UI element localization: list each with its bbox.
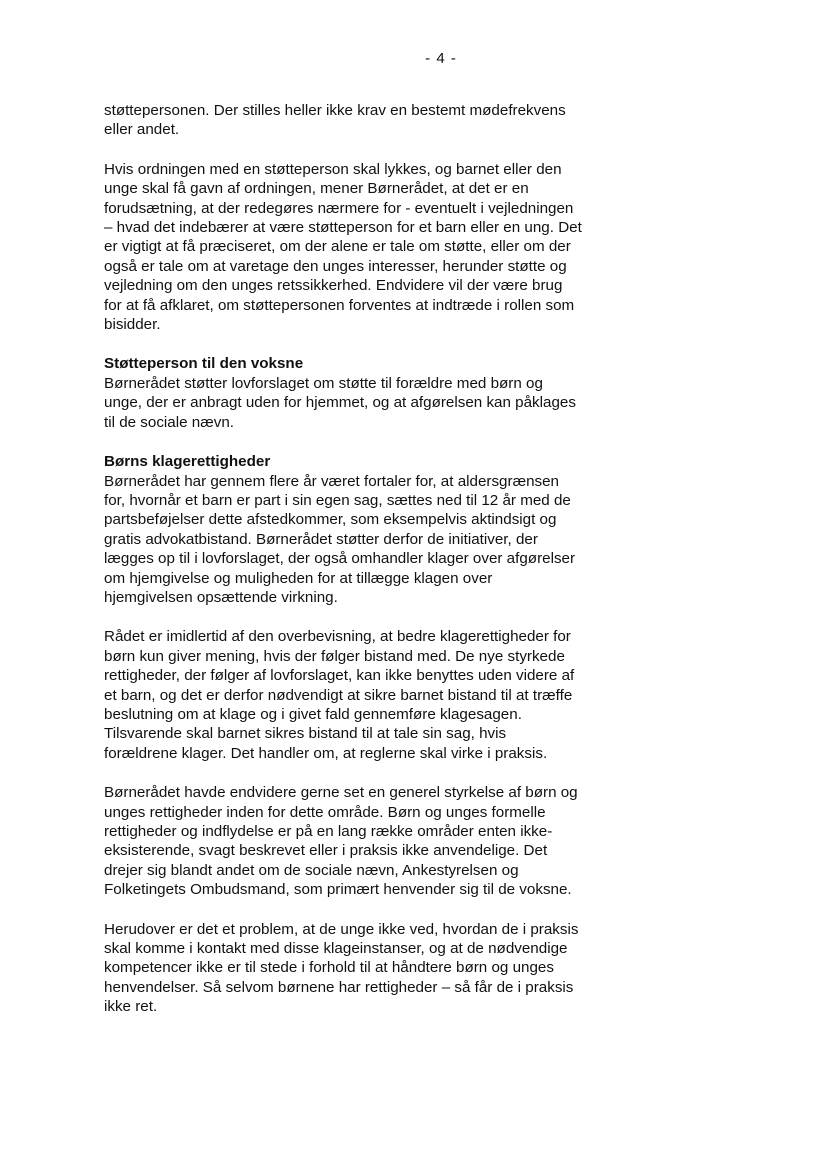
text-line: rettigheder, der følger af lovforslaget, kan ikke benyttes uden videre af — [104, 667, 575, 685]
text-line: drejer sig blandt andet om de sociale nævn, Ankestyrelsen og — [104, 861, 519, 879]
paragraph — [104, 920, 644, 1017]
text-line: – hvad det indebærer at være støtteperson for et barn eller en ung. Det — [104, 219, 582, 237]
paragraph — [104, 354, 644, 432]
text-line: Rådet er imidlertid af den overbevisning, at bedre klagerettigheder for — [104, 628, 571, 646]
text-line: Herudover er det et problem, at de unge ikke ved, hvordan de i praksis — [104, 920, 579, 938]
text-line: for, hvornår et barn er part i sin egen sag, sættes ned til 12 år med de — [104, 491, 571, 509]
text-line: for at få afklaret, om støttepersonen forventes at indtræde i rollen som — [104, 296, 575, 314]
text-line: Tilsvarende skal barnet sikres bistand til at tale sin sag, hvis — [104, 725, 507, 743]
text-line: også er tale om at varetage den unges interesser, herunder støtte og — [104, 257, 567, 275]
paragraph — [104, 452, 644, 607]
text-line: gratis advokatbistand. Børnerådet støtter derfor de initiativer, der — [104, 530, 538, 548]
text-line: beslutning om at klage og i givet fald gennemføre klagesagen. — [104, 705, 522, 723]
page-number: - 4 - — [425, 50, 457, 67]
text-line: lægges op til i lovforslaget, der også omhandler klager over afgørelser — [104, 550, 576, 568]
text-line: eksisterende, svagt beskrevet eller i praksis ikke anvendelige. Det — [104, 842, 548, 860]
text-line: om hjemgivelse og muligheden for at tillægge klagen over — [104, 569, 493, 587]
text-line: et barn, og det er derfor nødvendigt at sikre barnet bistand til at træffe — [104, 686, 573, 704]
text-line: Børnerådet havde endvidere gerne set en generel styrkelse af børn og — [104, 784, 578, 802]
text-line: unge, der er anbragt uden for hjemmet, og at afgørelsen kan påklages — [104, 394, 576, 412]
paragraph-gap — [104, 900, 644, 920]
text-line: eller andet. — [104, 121, 180, 139]
text-line: ikke ret. — [104, 998, 158, 1016]
paragraph-gap — [104, 607, 644, 627]
text-line: Folketingets Ombudsmand, som primært henvender sig til de voksne. — [104, 881, 572, 899]
document-body — [104, 101, 644, 1017]
text-line: skal komme i kontakt med disse klageinstanser, og at de nødvendige — [104, 940, 568, 958]
section-heading: Børns klagerettigheder — [104, 453, 271, 471]
text-line: er vigtigt at få præciseret, om der alene er tale om støtte, eller om der — [104, 238, 571, 256]
text-line: hjemgivelsen opsættende virkning. — [104, 588, 338, 606]
paragraph — [104, 160, 644, 335]
text-line: unge skal få gavn af ordningen, mener Børnerådet, at det er en — [104, 180, 529, 198]
text-line: børn kun giver mening, hvis der følger bistand med. De nye styrkede — [104, 647, 565, 665]
paragraph-gap — [104, 140, 644, 160]
paragraph — [104, 627, 644, 763]
paragraph-gap — [104, 763, 644, 783]
text-line: forældrene klager. Det handler om, at reglerne skal virke i praksis. — [104, 744, 548, 762]
text-line: Børnerådet har gennem flere år været fortaler for, at aldersgrænsen — [104, 472, 560, 490]
text-line: henvendelser. Så selvom børnene har rettigheder – så får de i praksis — [104, 978, 574, 996]
text-line: Hvis ordningen med en støtteperson skal lykkes, og barnet eller den — [104, 160, 562, 178]
text-line: bisidder. — [104, 316, 161, 334]
text-line: støttepersonen. Der stilles heller ikke krav en bestemt mødefrekvens — [104, 102, 566, 119]
paragraph-gap — [104, 432, 644, 452]
text-line: forudsætning, at der redegøres nærmere for - eventuelt i vejledningen — [104, 199, 574, 217]
text-line: partsbeføjelser dette afstedkommer, som eksempelvis aktindsigt og — [104, 511, 557, 529]
text-line: Børnerådet støtter lovforslaget om støtte til forældre med børn og — [104, 374, 543, 392]
text-line: unges rettigheder inden for dette område. Børn og unges formelle — [104, 803, 546, 821]
text-line: kompetencer ikke er til stede i forhold til at håndtere børn og unges — [104, 959, 554, 977]
paragraph-gap — [104, 334, 644, 354]
text-line: vejledning om den unges retssikkerhed. Endvidere vil der være brug — [104, 277, 563, 295]
section-heading: Støtteperson til den voksne — [104, 355, 304, 373]
paragraph — [104, 783, 644, 899]
text-line: til de sociale nævn. — [104, 413, 235, 431]
paragraph — [104, 101, 644, 140]
text-line: rettigheder og indflydelse er på en lang række områder enten ikke- — [104, 823, 553, 840]
